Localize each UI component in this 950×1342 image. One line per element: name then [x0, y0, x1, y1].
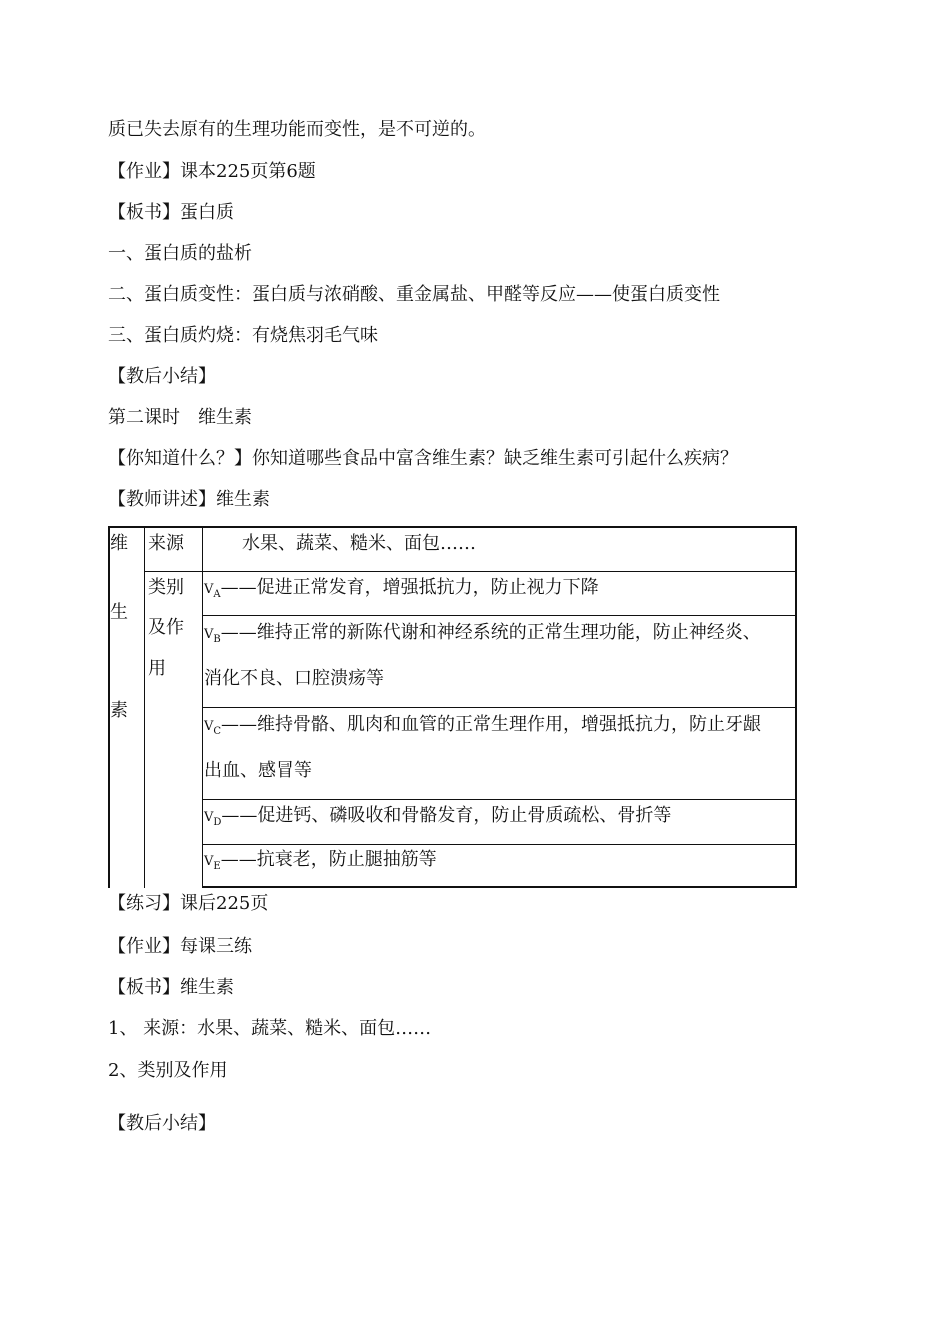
vitamin-c-text: $V_C——$维持骨骼、肌肉和血管的正常生理作用，增强抵抗力，防止牙龈 [204, 714, 762, 737]
vitamin-e-text: $V_E——$抗衰老，防止腿抽筋等 [204, 849, 437, 872]
text-line: 一、蛋白质的盐析 [108, 243, 252, 264]
text-line: 2、类别及作用 [108, 1060, 228, 1081]
board-line: 【板书】蛋白质 [108, 202, 234, 223]
vitamin-a-text: $V_A——$促进正常发育，增强抵抗力，防止视力下降 [204, 577, 599, 600]
vitamin-b-text: $V_B——$维持正常的新陈代谢和神经系统的正常生理功能，防止神经炎、 [204, 622, 761, 645]
practice-line: 【练习】课后225页 [108, 893, 269, 914]
category-label: 及作 [148, 617, 184, 638]
homework-line: 【作业】每课三练 [108, 936, 252, 957]
source-label: 来源 [148, 533, 184, 554]
category-label: 类别 [148, 577, 184, 598]
row-header-char: 维 [110, 533, 128, 554]
section-title: 第二课时 维生素 [108, 407, 252, 428]
row-header-char: 素 [110, 700, 128, 721]
homework-line: 【作业】课本225页第6题 [108, 161, 316, 182]
vitamin-table [108, 526, 797, 888]
vitamin-b-text-cont: 消化不良、口腔溃疡等 [204, 668, 384, 689]
row-header-char: 生 [110, 602, 128, 623]
text-line: 三、蛋白质灼烧：有烧焦羽毛气味 [108, 325, 378, 346]
vitamin-c-text-cont: 出血、感冒等 [204, 760, 312, 781]
text-line: 二、蛋白质变性：蛋白质与浓硝酸、重金属盐、甲醛等反应——使蛋白质变性 [108, 284, 720, 305]
category-label: 用 [148, 658, 166, 679]
summary-line: 【教后小结】 [108, 366, 216, 387]
board-line: 【板书】维生素 [108, 977, 234, 998]
source-value: 水果、蔬菜、糙米、面包…… [242, 533, 476, 554]
text-line: 【教师讲述】维生素 [108, 489, 270, 510]
text-line: 质已失去原有的生理功能而变性，是不可逆的。 [108, 119, 486, 140]
summary-line: 【教后小结】 [108, 1113, 216, 1134]
text-line: 1、 来源：水果、蔬菜、糙米、面包…… [108, 1018, 432, 1039]
vitamin-d-text: $V_D——$促进钙、磷吸收和骨骼发育，防止骨质疏松、骨折等 [204, 805, 672, 828]
question-line: 【你知道什么？】你知道哪些食品中富含维生素？缺乏维生素可引起什么疾病？ [108, 448, 738, 469]
